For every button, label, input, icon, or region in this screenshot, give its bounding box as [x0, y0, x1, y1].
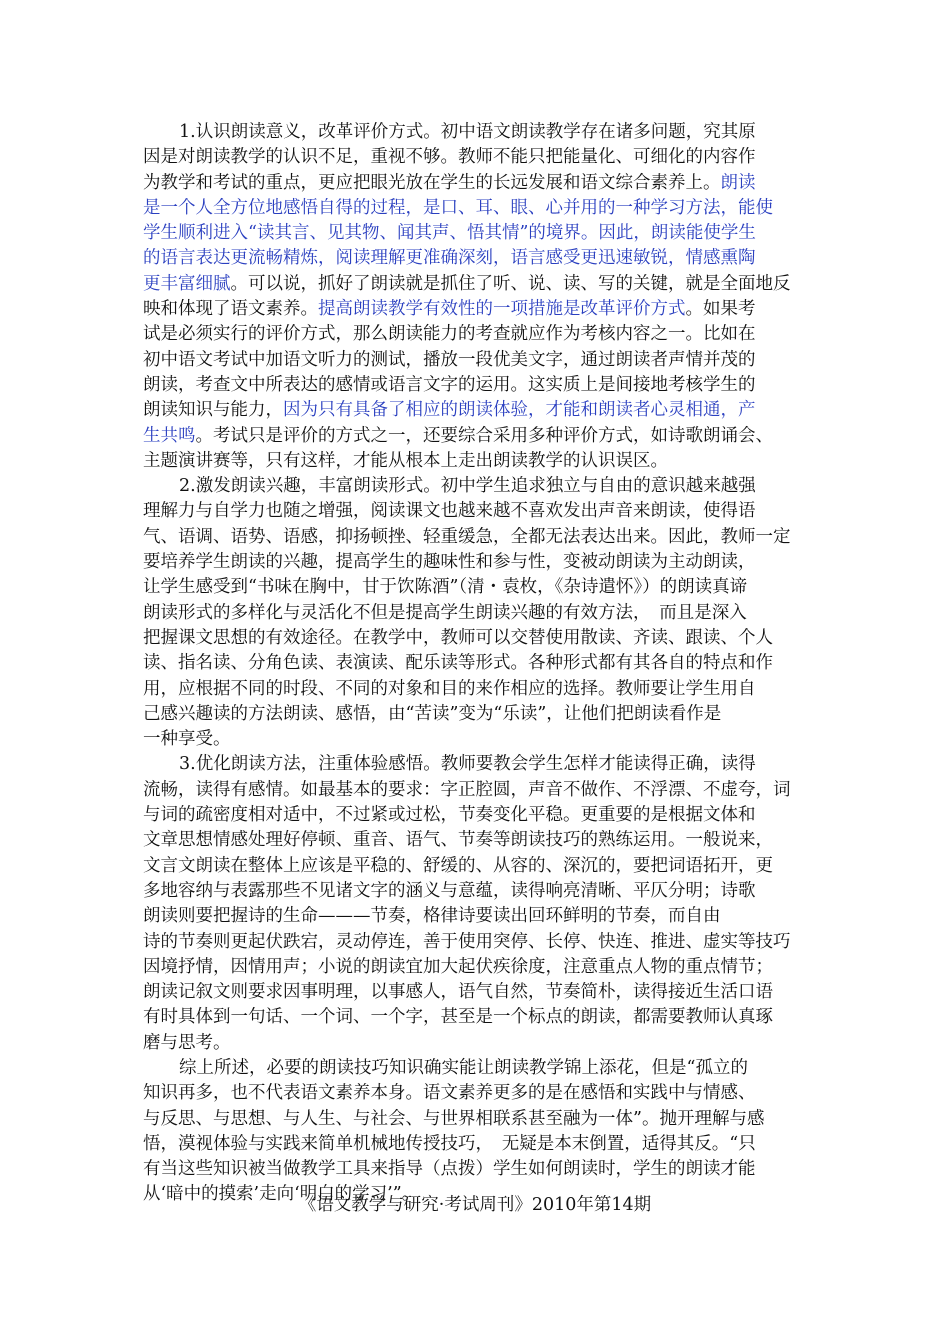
text-segment: 与词的疏密度相对适中，不过紧或过松，节奏变化平稳。更重要的是根据文体和 — [143, 805, 756, 826]
text-segment: 朗读则要把握诗的生命———节奏，格律诗要读出回环鲜明的节奏，而自由 — [143, 906, 721, 927]
text-segment: 朗读记叙文则要求因事明理，以事感人，语气自然，节奏简朴，读得接近生活口语 — [143, 982, 773, 1003]
text-line — [143, 702, 806, 727]
text-line — [143, 449, 806, 474]
text-segment: 知识再多，也不代表语文素养本身。语文素养更多的是在感悟和实践中与情感、 — [143, 1083, 756, 1104]
text-line — [143, 499, 806, 524]
text-segment: 流畅，读得有感情。如最基本的要求：字正腔圆，声音不做作、不浮漂、不虚夸，词 — [143, 779, 791, 800]
text-line — [143, 727, 806, 752]
text-segment: 磨与思考。 — [143, 1032, 231, 1053]
text-line — [143, 980, 806, 1005]
text-segment: 己感兴趣读的方法朗读、感悟，由“苦读”变为“乐读”，让他们把朗读看作是 — [143, 703, 722, 724]
text-segment: 理解力与自学力也随之增强，阅读课文也越来越不喜欢发出声音来朗读，使得语 — [143, 501, 756, 522]
highlighted-text: 生共鸣 — [143, 425, 196, 446]
text-segment: 。考试只是评价的方式之一，还要综合采用多种评价方式，如诗歌朗诵会、 — [195, 425, 773, 446]
text-segment: 朗读知识与能力， — [143, 400, 283, 421]
text-line — [143, 803, 806, 828]
text-line — [143, 221, 806, 246]
text-line — [143, 626, 806, 651]
article-body — [143, 120, 806, 1208]
text-line — [143, 348, 806, 373]
text-line — [143, 272, 806, 297]
text-line — [143, 930, 806, 955]
text-line — [143, 322, 806, 347]
text-line — [143, 1081, 806, 1106]
text-line — [143, 1107, 806, 1132]
text-segment: 读、指名读、分角色读、表演读、配乐读等形式。各种形式都有其各自的特点和作 — [143, 653, 773, 674]
highlighted-text: 的语言表达更流畅精炼，阅读理解更准确深刻，语言感受更迅速敏锐，情感熏陶 — [143, 248, 756, 269]
text-line — [143, 1056, 806, 1081]
text-line — [143, 246, 806, 271]
text-segment: 朗读形式的多样化与灵活化不但是提高学生朗读兴趣的有效方法， 而且是深入 — [143, 602, 747, 623]
text-line — [143, 550, 806, 575]
text-segment: 。如果考 — [685, 299, 756, 320]
text-segment: 诗的节奏则更起伏跌宕，灵动停连，善于使用突停、长停、快连、推进、虚实等技巧 — [143, 931, 791, 952]
text-line — [143, 752, 806, 777]
text-segment: 综上所述，必要的朗读技巧知识确实能让朗读教学锦上添花，但是“孤立的 — [179, 1057, 748, 1078]
text-segment: 要培养学生朗读的兴趣，提高学生的趣味性和参与性，变被动朗读为主动朗读， — [143, 552, 756, 573]
text-line — [143, 1132, 806, 1157]
highlighted-text: 朗读 — [720, 172, 756, 193]
text-line — [143, 373, 806, 398]
text-segment: 为教学和考试的重点，更应把眼光放在学生的长远发展和语文综合素养上。 — [143, 172, 721, 193]
text-line — [143, 474, 806, 499]
text-line — [143, 677, 806, 702]
text-line — [143, 904, 806, 929]
text-line — [143, 145, 806, 170]
text-line — [143, 196, 806, 221]
text-line — [143, 854, 806, 879]
text-segment: 因是对朗读教学的认识不足，重视不够。教师不能只把能量化、可细化的内容作 — [143, 147, 756, 168]
text-segment: 2.激发朗读兴趣，丰富朗读形式。初中学生追求独立与自由的意识越来越强 — [179, 476, 756, 497]
highlighted-text: 是一个人全方位地感悟自得的过程，是口、耳、眼、心并用的一种学习方法，能使 — [143, 197, 773, 218]
text-segment: 从‘暗中的摸索’走向‘明白的学习’”。 — [143, 1184, 420, 1205]
text-segment: 有当这些知识被当做教学工具来指导（点拨）学生如何朗读时，学生的朗读才能 — [143, 1159, 756, 1180]
text-segment: 3.优化朗读方法，注重体验感悟。教师要教会学生怎样才能读得正确，读得 — [179, 754, 756, 775]
text-line — [143, 1157, 806, 1182]
text-segment: 把握课文思想的有效途径。在教学中，教师可以交替使用散读、齐读、跟读、个人 — [143, 627, 773, 648]
text-line — [143, 601, 806, 626]
text-line — [143, 297, 806, 322]
text-segment: 悟，漠视体验与实践来简单机械地传授技巧， 无疑是本末倒置，适得其反。“只 — [143, 1133, 756, 1154]
highlighted-text: 因为只有具备了相应的朗读体验，才能和朗读者心灵相通，产 — [283, 400, 756, 421]
text-segment: 试是必须实行的评价方式，那么朗读能力的考查就应作为考核内容之一。比如在 — [143, 324, 756, 345]
highlighted-text: 提高朗读教学有效性的一项措施是改革评价方式 — [318, 299, 686, 320]
text-segment: 一种享受。 — [143, 729, 231, 750]
text-segment: 文言文朗读在整体上应该是平稳的、舒缓的、从容的、深沉的，要把词语拓开，更 — [143, 855, 773, 876]
text-segment: 朗读，考查文中所表达的感情或语言文字的运用。这实质上是间接地考核学生的 — [143, 374, 756, 395]
text-segment: 文章思想情感处理好停顿、重音、语气、节奏等朗读技巧的熟练运用。一般说来， — [143, 830, 773, 851]
text-line — [143, 575, 806, 600]
text-segment: 多地容纳与表露那些不见诸文字的涵义与意蕴，读得响亮清晰、平仄分明；诗歌 — [143, 880, 756, 901]
text-segment: 主题演讲赛等，只有这样，才能从根本上走出朗读教学的认识误区。 — [143, 450, 668, 471]
text-segment: 有时具体到一句话、一个词、一个字，甚至是一个标点的朗读，都需要教师认真琢 — [143, 1007, 773, 1028]
text-line — [143, 828, 806, 853]
text-segment: 与反思、与思想、与人生、与社会、与世界相联系甚至融为一体”。抛开理解与感 — [143, 1108, 765, 1129]
text-line — [143, 1031, 806, 1056]
highlighted-text: 学生顺利进入“读其言、见其物、闻其声、悟其情”的境界。因此，朗读能使学生 — [143, 223, 756, 244]
highlighted-text: 更丰富细腻 — [143, 273, 231, 294]
text-line — [143, 424, 806, 449]
text-segment: 。可以说，抓好了朗读就是抓住了听、说、读、写的关键，就是全面地反 — [230, 273, 791, 294]
text-segment: 用，应根据不同的时段、不同的对象和目的来作相应的选择。教师要让学生用自 — [143, 678, 756, 699]
text-segment: 初中语文考试中加语文听力的测试，播放一段优美文字，通过朗读者声情并茂的 — [143, 349, 756, 370]
source-citation: 《语文教学与研究·考试周刊》2010年第14期 — [298, 1195, 652, 1215]
text-line — [143, 879, 806, 904]
text-segment: 映和体现了语文素养。 — [143, 299, 318, 320]
text-line — [143, 525, 806, 550]
text-line — [143, 120, 806, 145]
text-line — [143, 651, 806, 676]
text-segment: 1.认识朗读意义，改革评价方式。初中语文朗读教学存在诸多问题，究其原 — [179, 122, 756, 142]
text-line — [143, 171, 806, 196]
text-line — [143, 398, 806, 423]
text-segment: 气、语调、语势、语感，抑扬顿挫、轻重缓急，全都无法表达出来。因此，教师一定 — [143, 526, 791, 547]
text-segment: 因境抒情，因情用声；小说的朗读宜加大起伏疾徐度，注意重点人物的重点情节； — [143, 956, 773, 977]
text-segment: 让学生感受到“书味在胸中，甘于饮陈酒”（清・袁枚，《杂诗遣怀》）的朗读真谛 — [143, 577, 748, 598]
text-line — [143, 778, 806, 803]
text-line — [143, 1005, 806, 1030]
text-line — [143, 955, 806, 980]
